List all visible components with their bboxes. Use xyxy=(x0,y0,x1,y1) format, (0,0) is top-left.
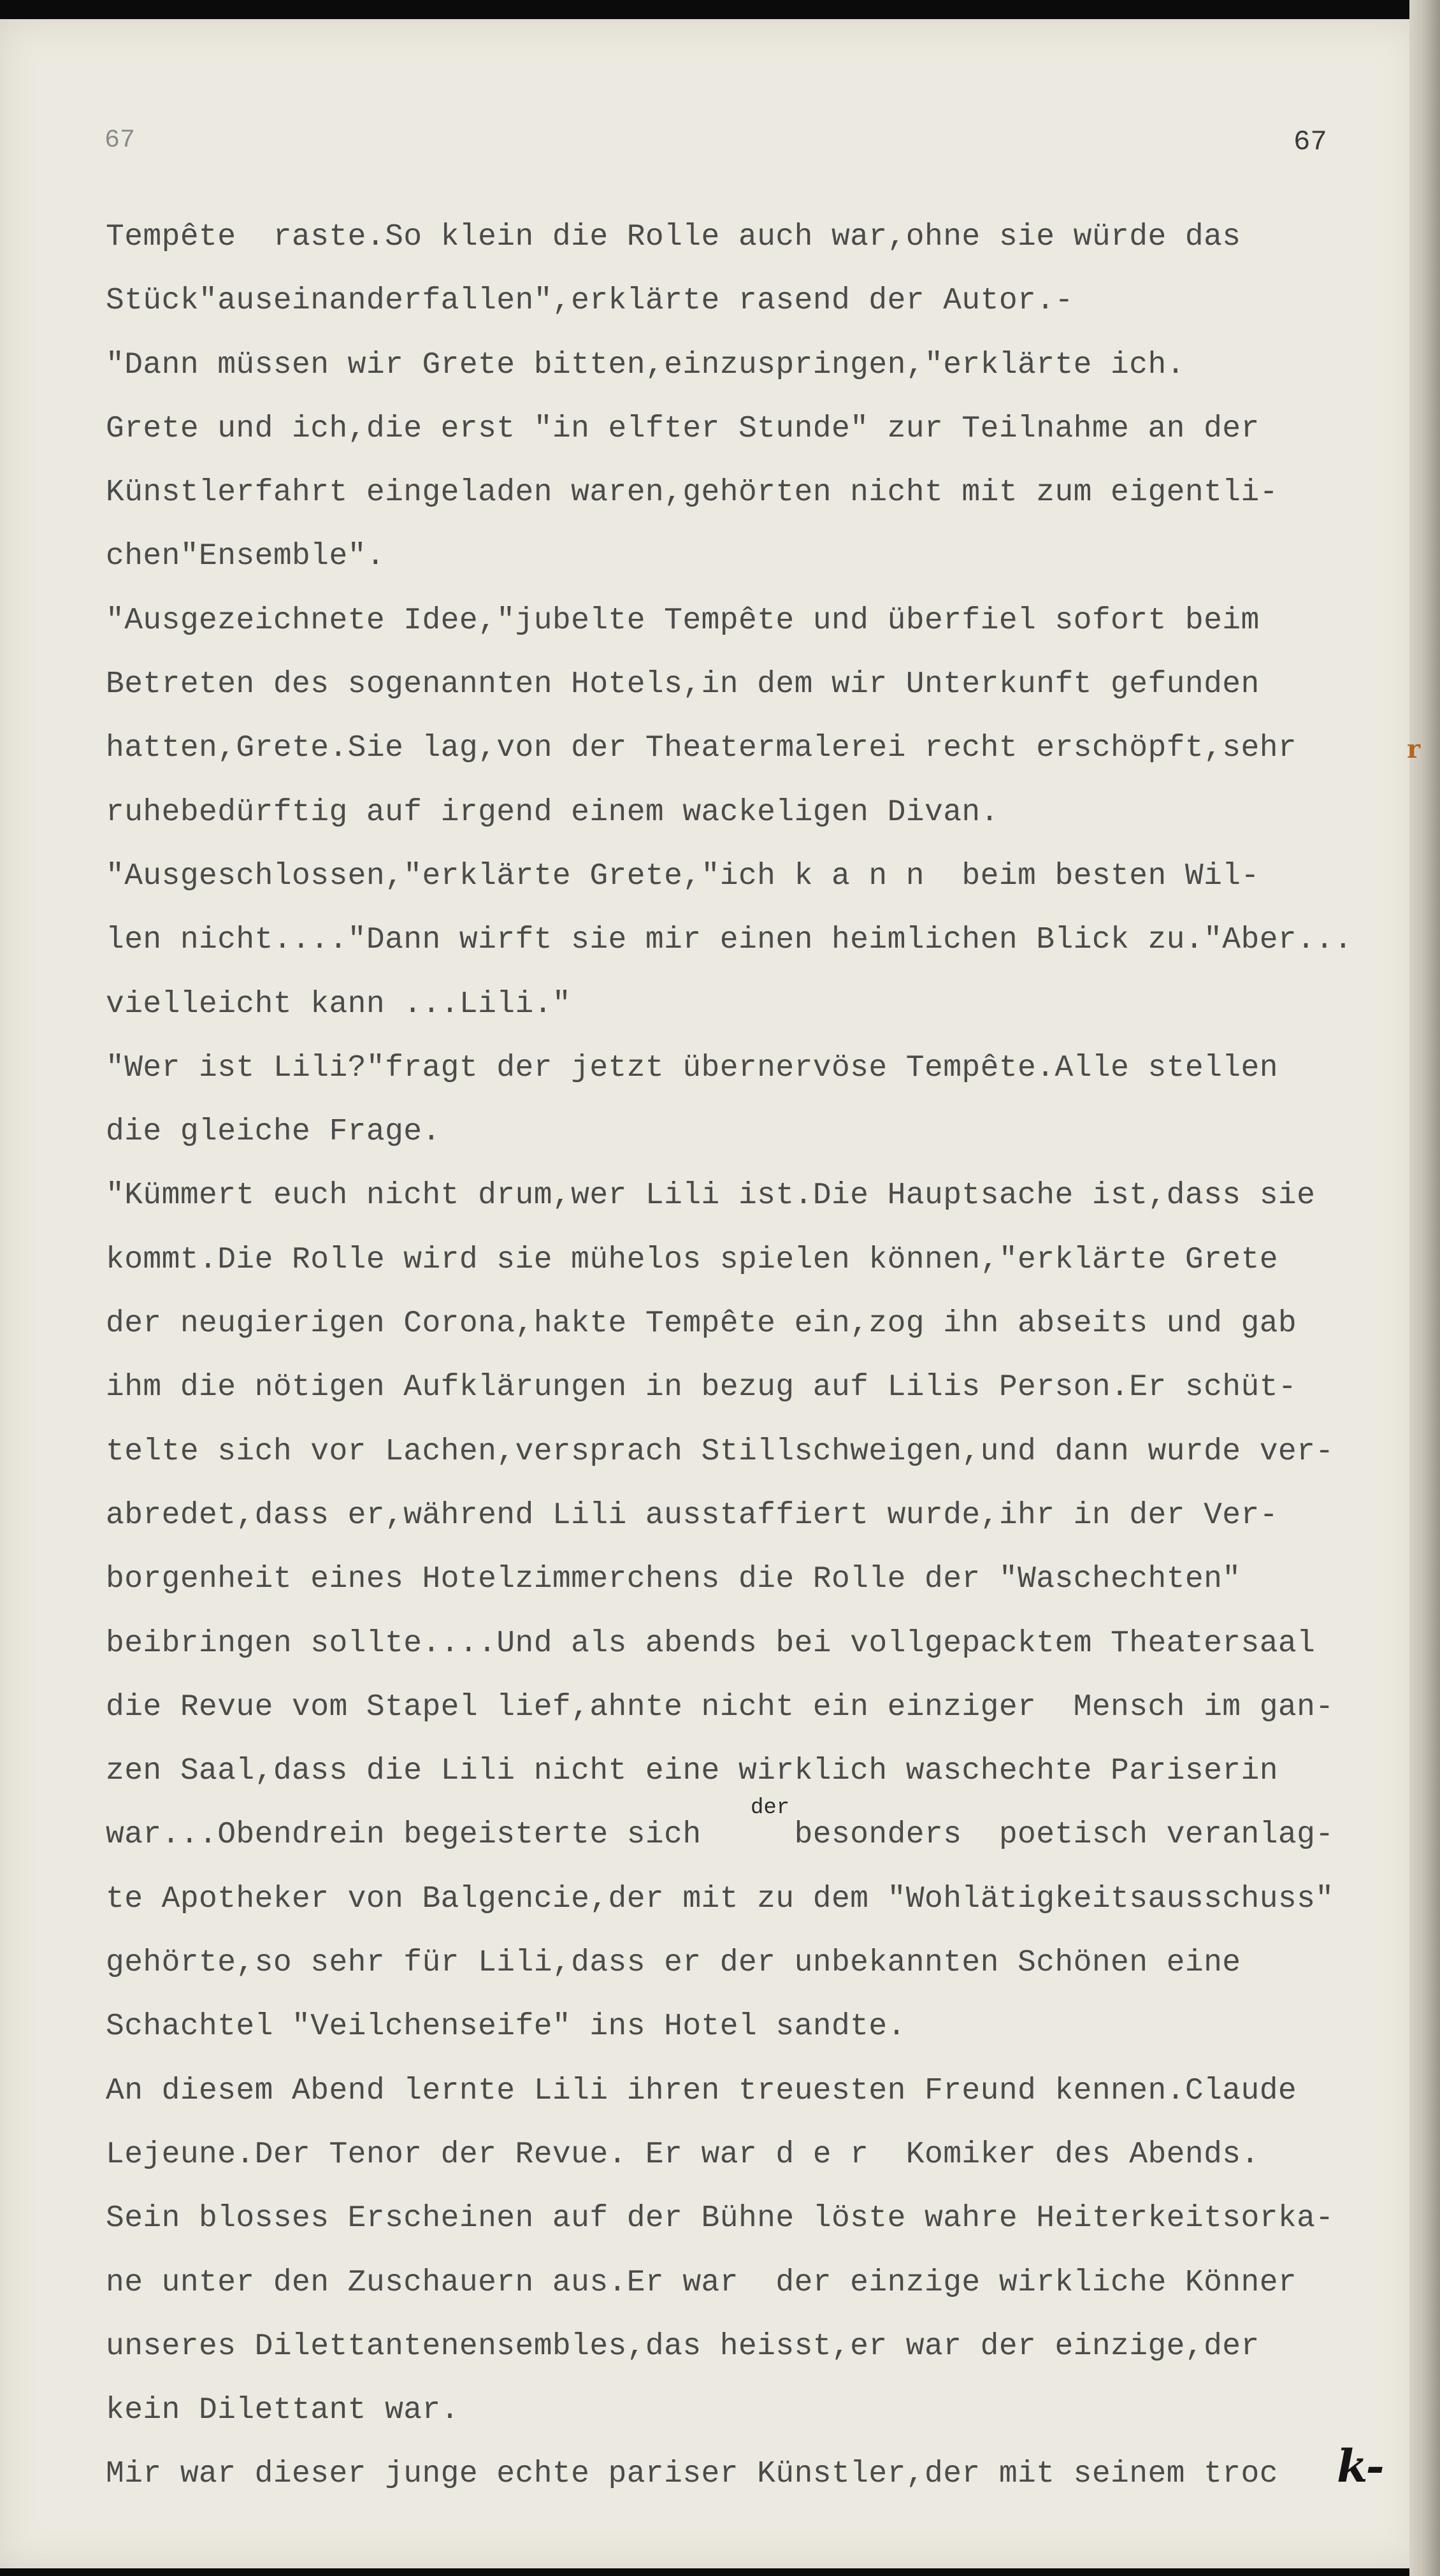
text-line: beibringen sollte....Und als abends bei vollgepacktem Theatersaal xyxy=(106,1626,1316,1661)
margin-tick-mark: r xyxy=(1407,734,1421,764)
text-line: gehörte,so sehr für Lili,dass er der unbekannten Schönen eine xyxy=(106,1946,1241,1981)
text-line: "Ausgeschlossen,"erklärte Grete,"ich k a n n beim besten Wil- xyxy=(106,858,1260,894)
text-line: telte sich vor Lachen,versprach Stillschweigen,und dann wurde ver- xyxy=(106,1434,1334,1469)
text-line: abredet,dass er,während Lili ausstaffiert wurde,ihr in der Ver- xyxy=(106,1498,1278,1533)
page-number-right: 67 xyxy=(1293,126,1327,158)
typed-correction-insert: der xyxy=(751,1796,790,1820)
page-edge xyxy=(1409,0,1440,2576)
text-line: die Revue vom Stapel lief,ahnte nicht ein einziger Mensch im gan- xyxy=(106,1690,1334,1725)
text-line: unseres Dilettantenensembles,das heisst,er war der einzige,der xyxy=(106,2329,1260,2364)
text-line: "Kümmert euch nicht drum,wer Lili ist.Die Hauptsache ist,dass sie xyxy=(106,1178,1316,1213)
text-line: der neugierigen Corona,hakte Tempête ein,zog ihn abseits und gab xyxy=(106,1306,1297,1342)
text-line: vielleicht kann ...Lili." xyxy=(106,987,572,1022)
text-line: war...Obendrein begeisterte sich besonders poetisch veranlag- xyxy=(106,1818,1334,1853)
text-line: ne unter den Zuschauern aus.Er war der einzige wirkliche Könner xyxy=(106,2265,1297,2300)
text-line: te Apotheker von Balgencie,der mit zu dem "Wohlätigkeitsausschuss" xyxy=(106,1881,1334,1916)
text-line: Mir war dieser junge echte pariser Künstler,der mit seinem troc xyxy=(106,2457,1278,2492)
text-line: Betreten des sogenannten Hotels,in dem wir Unterkunft gefunden xyxy=(106,667,1260,702)
text-line: An diesem Abend lernte Lili ihren treuesten Freund kennen.Claude xyxy=(106,2073,1297,2108)
text-line: hatten,Grete.Sie lag,von der Theatermalerei recht erschöpft,sehr xyxy=(106,731,1297,766)
text-line: len nicht...."Dann wirft sie mir einen heimlichen Blick zu."Aber... xyxy=(106,923,1353,958)
page-number-left: 67 xyxy=(104,126,136,155)
text-line: Sein blosses Erscheinen auf der Bühne löste wahre Heiterkeitsorka- xyxy=(106,2201,1334,2236)
text-line: "Dann müssen wir Grete bitten,einzuspringen,"erklärte ich. xyxy=(106,347,1185,382)
text-line: die gleiche Frage. xyxy=(106,1115,441,1150)
text-line: chen"Ensemble". xyxy=(106,539,385,574)
text-line: Künstlerfahrt eingeladen waren,gehörten nicht mit zum eigentli- xyxy=(106,475,1278,510)
text-line: kein Dilettant war. xyxy=(106,2393,459,2428)
text-line: borgenheit eines Hotelzimmerchens die Rolle der "Waschechten" xyxy=(106,1562,1241,1597)
text-line: ruhebedürftig auf irgend einem wackeligen Divan. xyxy=(106,795,999,830)
handwritten-hyphen-completion: k- xyxy=(1337,2440,1385,2493)
text-line: zen Saal,dass die Lili nicht eine wirklich waschechte Pariserin xyxy=(106,1754,1278,1789)
text-line: Stück"auseinanderfallen",erklärte rasend der Autor.- xyxy=(106,284,1074,319)
text-line: Schachtel "Veilchenseife" ins Hotel sandte. xyxy=(106,2009,906,2044)
text-line: Tempête raste.So klein die Rolle auch war,ohne sie würde das xyxy=(106,220,1241,254)
text-line: Grete und ich,die erst "in elfter Stunde" zur Teilnahme an der xyxy=(106,411,1260,446)
text-line: kommt.Die Rolle wird sie mühelos spielen können,"erklärte Grete xyxy=(106,1242,1278,1277)
text-line: Lejeune.Der Tenor der Revue. Er war d e r Komiker des Abends. xyxy=(106,2137,1260,2172)
text-line: "Wer ist Lili?"fragt der jetzt übernervöse Tempête.Alle stellen xyxy=(106,1050,1278,1085)
text-line: "Ausgezeichnete Idee,"jubelte Tempête und überfiel sofort beim xyxy=(106,603,1260,638)
text-line: ihm die nötigen Aufklärungen in bezug auf Lilis Person.Er schüt- xyxy=(106,1370,1297,1405)
body-text xyxy=(106,205,1380,2507)
